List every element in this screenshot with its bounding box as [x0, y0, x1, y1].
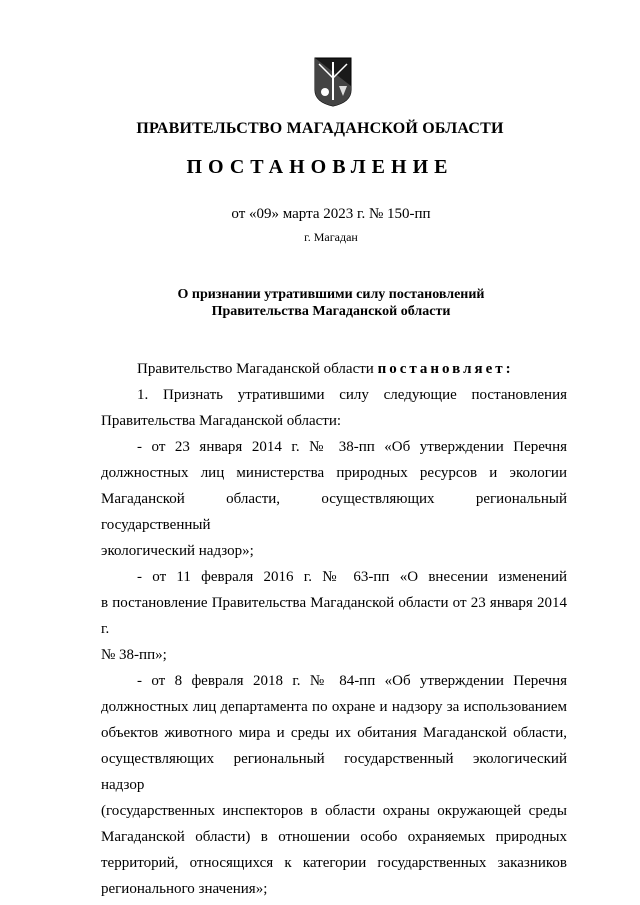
- sub-item-3-line-1: - от 8 февраля 2018 г. № 84-пп «Об утверждении Перечня: [137, 673, 567, 689]
- sub-item-2: [101, 564, 567, 668]
- intro-paragraph: [101, 356, 567, 382]
- sub-item-1: [101, 434, 567, 564]
- sub-item-1-line-1: - от 23 января 2014 г. № 38-пп «Об утверждении Перечня: [137, 439, 567, 455]
- organization-name: ПРАВИТЕЛЬСТВО МАГАДАНСКОЙ ОБЛАСТИ: [136, 120, 504, 137]
- sub-item-3-line-3: объектов животного мира и среды их обитания Магаданской области,: [101, 725, 567, 741]
- title-line-2: Правительства Магаданской области: [211, 304, 451, 319]
- item-1: [101, 382, 567, 434]
- sub-item-3-line-7: территорий, относящихся к категории государственных заказников: [101, 855, 567, 871]
- document-city: г. Магадан: [304, 230, 358, 244]
- sub-item-3-line-5: (государственных инспекторов в области охраны окружающей среды: [101, 803, 567, 819]
- sub-item-2-line-1: - от 11 февраля 2016 г. № 63-пп «О внесении изменений: [137, 569, 567, 585]
- document-type: ПОСТАНОВЛЕНИЕ: [186, 156, 454, 178]
- coat-of-arms-icon: [313, 56, 353, 108]
- sub-item-1-line-4: экологический надзор»;: [101, 543, 254, 559]
- item-1-line-1: 1. Признать утратившими силу следующие постановления: [137, 387, 567, 403]
- sub-item-2-line-3: № 38-пп»;: [101, 647, 167, 663]
- document-date-number: от «09» марта 2023 г. № 150-пп: [231, 206, 431, 222]
- title-line-1: О признании утратившими силу постановлений: [177, 287, 485, 302]
- sub-item-2-line-2: в постановление Правительства Магаданской области от 23 января 2014 г.: [101, 595, 567, 637]
- document-body: [101, 356, 567, 902]
- sub-item-3-line-8: регионального значения»;: [101, 881, 268, 897]
- document-title: [0, 286, 640, 320]
- item-1-line-2: Правительства Магаданской области:: [101, 413, 342, 429]
- intro-verb: постановляет:: [377, 361, 514, 377]
- intro-subject: Правительство Магаданской области: [137, 361, 374, 377]
- sub-item-1-line-2: должностных лиц министерства природных ресурсов и экологии: [101, 465, 567, 481]
- sub-item-1-line-3: Магаданской области, осуществляющих региональный государственный: [101, 491, 567, 533]
- sub-item-3-line-6: Магаданской области) в отношении особо охраняемых природных: [101, 829, 567, 845]
- sub-item-3-line-2: должностных лиц департамента по охране и надзору за использованием: [101, 699, 567, 715]
- sub-item-3-line-4: осуществляющих региональный государственный экологический надзор: [101, 751, 567, 793]
- sub-item-3: [101, 668, 567, 902]
